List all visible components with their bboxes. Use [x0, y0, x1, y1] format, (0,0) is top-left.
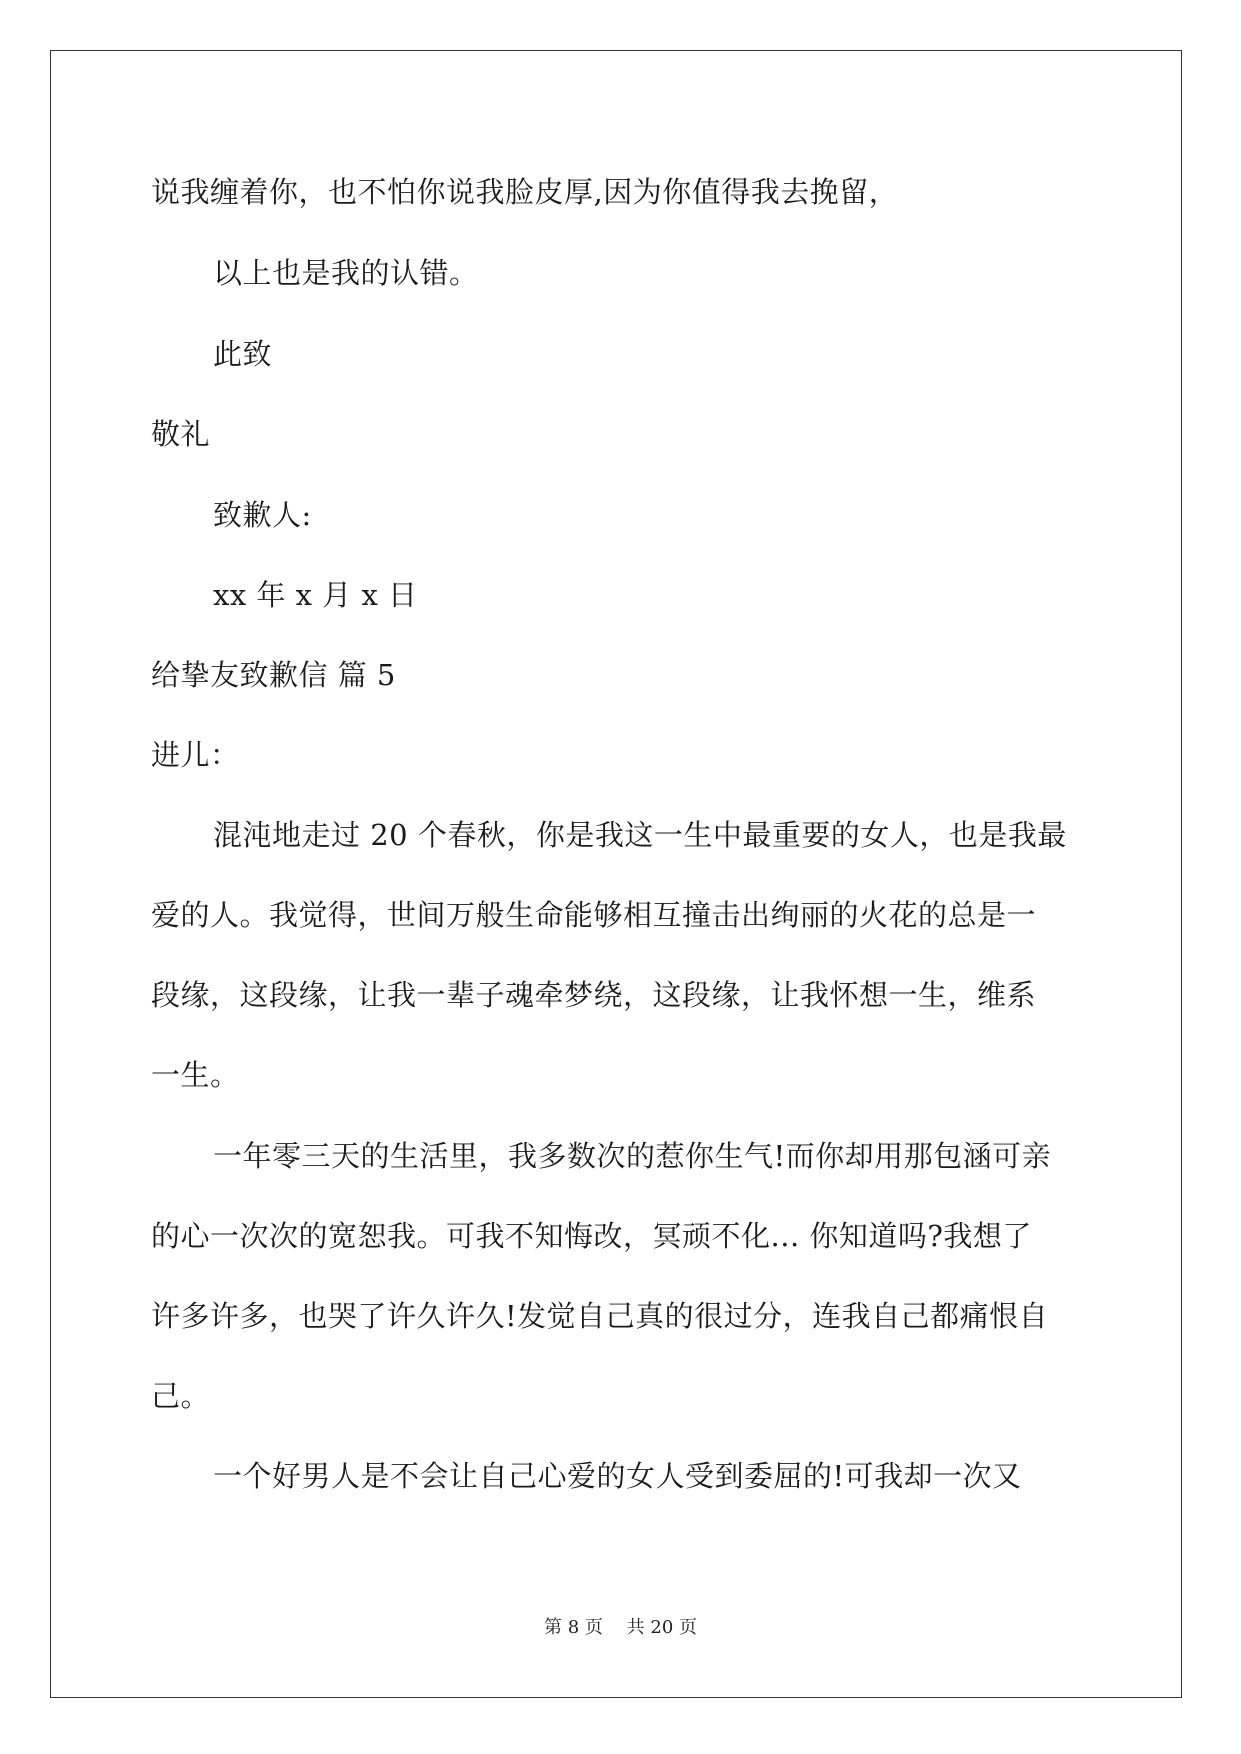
text-line-5: 致歉人: [213, 498, 312, 532]
page-border [50, 50, 1182, 1698]
text-line-3: 此致 [213, 337, 273, 371]
page-number: 第 8 页 [544, 1617, 603, 1638]
section-heading: 给挚友致歉信 篇 5 [151, 658, 396, 692]
text-line-4: 敬礼 [151, 417, 211, 451]
text-line-17: 一个好男人是不会让自己心爱的女人受到委屈的!可我却一次又 [213, 1459, 1022, 1493]
text-line-15: 许多许多，也哭了许久许久!发觉自己真的很过分，连我自己都痛恨自 [151, 1299, 1049, 1333]
page-footer [0, 1613, 1241, 1639]
text-line-16: 己。 [151, 1379, 211, 1413]
text-line-9: 混沌地走过 20 个春秋，你是我这一生中最重要的女人，也是我最 [213, 818, 1067, 852]
text-line-11: 段缘，这段缘，让我一辈子魂牵梦绕，这段缘，让我怀想一生，维系 [151, 978, 1037, 1012]
text-line-13: 一年零三天的生活里，我多数次的惹你生气!而你却用那包涵可亲 [213, 1139, 1052, 1173]
text-line-10: 爱的人。我觉得，世间万般生命能够相互撞击出绚丽的火花的总是一 [151, 898, 1037, 932]
text-line-12: 一生。 [151, 1058, 240, 1092]
date-line: xx 年 x 月 x 日 [213, 578, 418, 612]
page-total: 共 20 页 [626, 1617, 697, 1638]
text-line-14: 的心一次次的宽恕我。可我不知悔改，冥顽不化... 你知道吗?我想了 [151, 1219, 1032, 1253]
salutation: 进儿： [151, 738, 240, 772]
text-line-1: 说我缠着你，也不怕你说我脸皮厚,因为你值得我去挽留， [151, 175, 899, 209]
text-line-2: 以上也是我的认错。 [213, 256, 479, 290]
